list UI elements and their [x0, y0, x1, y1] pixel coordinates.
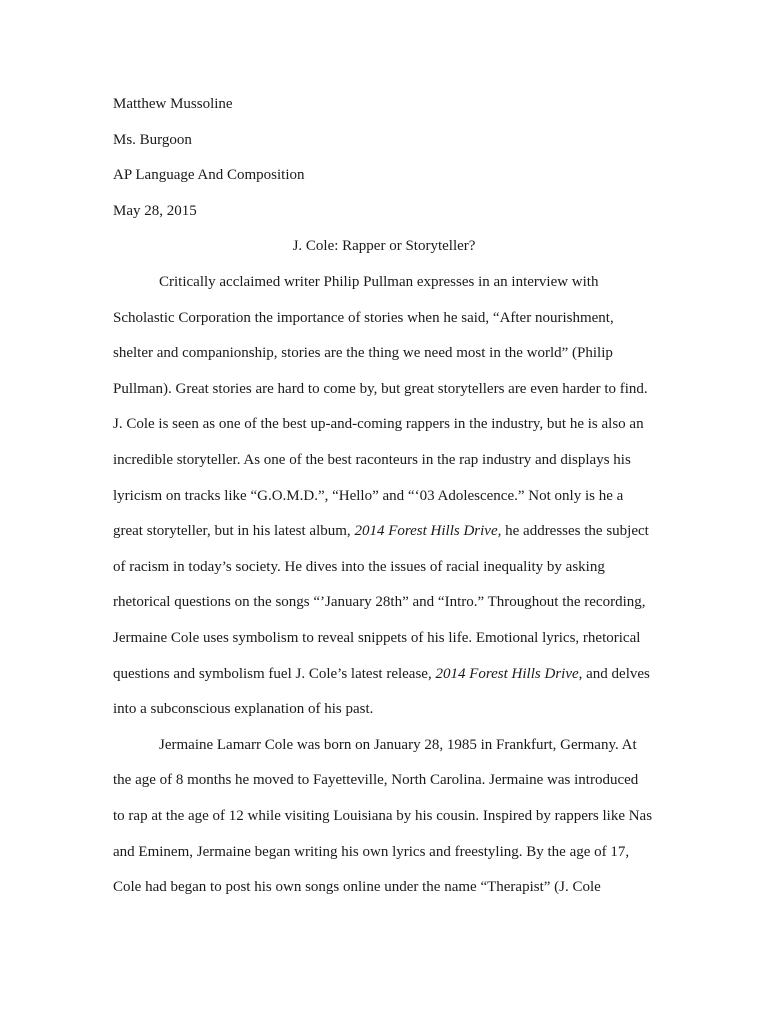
album-title: 2014 Forest Hills Drive: [435, 666, 579, 682]
text-line: shelter and companionship, stories are the thing we need most in the world” (Philip: [113, 345, 613, 361]
text-line: Pullman). Great stories are hard to come by, but great storytellers are even harder to find.: [113, 381, 648, 397]
author-name: Matthew Mussoline: [113, 96, 233, 112]
text-line: Critically acclaimed writer Philip Pullman expresses in an interview with: [159, 274, 599, 290]
text-run: questions and symbolism fuel J. Cole’s latest release,: [113, 666, 436, 682]
text-line: Jermaine Cole uses symbolism to reveal snippets of his life. Emotional lyrics, rhetorical: [113, 630, 641, 646]
album-title: 2014 Forest Hills Drive,: [354, 523, 502, 539]
course-name: AP Language And Composition: [113, 167, 305, 183]
text-line: J. Cole is seen as one of the best up-and-coming rappers in the industry, but he is also an: [113, 416, 644, 432]
text-line: of racism in today’s society. He dives into the issues of racial inequality by asking: [113, 559, 605, 575]
essay-title: J. Cole: Rapper or Storyteller?: [292, 238, 476, 254]
text-run: he addresses the subject: [501, 523, 649, 539]
text-line: to rap at the age of 12 while visiting Louisiana by his cousin. Inspired by rappers like Nas: [113, 808, 653, 824]
text-line: into a subconscious explanation of his past.: [113, 701, 374, 717]
text-line: Jermaine Lamarr Cole was born on January 28, 1985 in Frankfurt, Germany. At: [159, 737, 637, 753]
text-run: great storyteller, but in his latest album,: [113, 523, 355, 539]
essay-date: May 28, 2015: [113, 203, 197, 219]
text-line: Scholastic Corporation the importance of stories when he said, “After nourishment,: [113, 310, 614, 326]
teacher-name: Ms. Burgoon: [113, 132, 192, 148]
text-line: lyricism on tracks like “G.O.M.D.”, “Hello” and “‘03 Adolescence.” Not only is he a: [113, 488, 624, 504]
text-line: rhetorical questions on the songs “’January 28th” and “Intro.” Throughout the recording,: [113, 594, 646, 610]
text-line: [113, 522, 649, 540]
text-line: the age of 8 months he moved to Fayetteville, North Carolina. Jermaine was introduced: [113, 772, 639, 788]
text-line: Cole had began to post his own songs online under the name “Therapist” (J. Cole: [113, 879, 601, 895]
text-line: [113, 665, 650, 683]
text-line: incredible storyteller. As one of the best raconteurs in the rap industry and displays his: [113, 452, 631, 468]
text-run: , and delves: [578, 666, 650, 682]
text-line: and Eminem, Jermaine began writing his own lyrics and freestyling. By the age of 17,: [113, 844, 630, 860]
